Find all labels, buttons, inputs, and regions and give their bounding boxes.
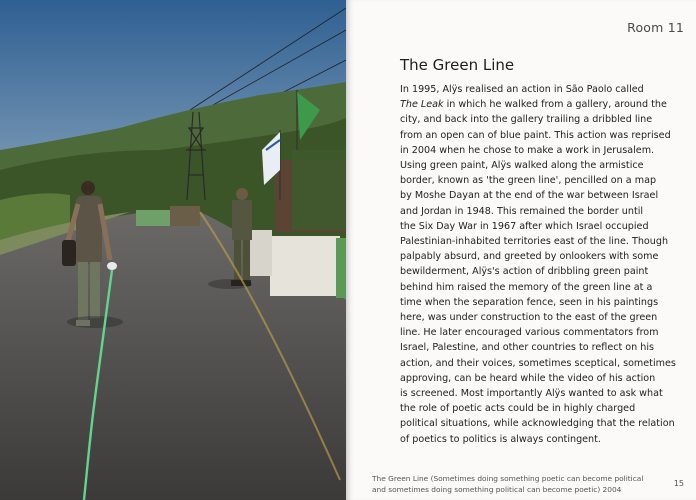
room-label: Room 11 <box>627 20 684 35</box>
photo-scene <box>0 0 346 500</box>
photo-caption <box>372 473 643 495</box>
body-line: palpably absurd, and greeted by onlookers with some <box>400 251 659 263</box>
green-barrier <box>136 210 170 226</box>
body-line: bewilderment, Alÿs's action of dribbling green paint <box>400 266 649 278</box>
photograph <box>0 0 346 500</box>
concrete-block-small <box>250 230 272 276</box>
caption-line: and sometimes doing something political can become poetic) 2004 <box>372 485 622 494</box>
body-line: the Six Day War in 1967 after which Israel occupied <box>400 220 649 232</box>
body-line: political situations, while acknowledging that the relation <box>400 418 675 430</box>
body-line: from an open can of blue paint. This action was reprised <box>400 129 671 141</box>
body-line: and Jordan in 1948. This remained the border until <box>400 205 644 217</box>
body-line: border, known as 'the green line', pencilled on a map <box>400 175 657 187</box>
body-line: behind him raised the memory of the green line at a <box>400 281 653 293</box>
body-line: here, was under construction to the east of the green <box>400 312 658 324</box>
body-text <box>400 82 676 447</box>
body-line: in 2004 when he chose to make a work in Jerusalem. <box>400 144 655 156</box>
body-line: approving, can be heard while the video of his action <box>400 372 656 384</box>
page-number: 15 <box>673 479 684 488</box>
body-line: of poetics to politics is always contingent. <box>400 433 601 445</box>
body-line: is screened. Most importantly Alÿs wanted to ask what <box>400 388 663 400</box>
body-line <box>400 97 667 112</box>
body-line: In 1995, Alÿs realised an action in São Paolo called <box>400 84 644 95</box>
concrete-block <box>270 236 340 296</box>
body-line-rest: in which he walked from a gallery, around the <box>443 99 667 111</box>
body-line: the role of poetic acts could be in highly charged <box>400 403 636 415</box>
body-line: time when the separation fence, seen in his paintings <box>400 296 659 308</box>
body-line: line. He later encouraged various commentators from <box>400 327 659 339</box>
painted-block <box>336 238 346 298</box>
booth-foliage <box>292 150 346 230</box>
text-page <box>346 0 696 500</box>
body-line: Palestinian-inhabited territories east of the line. Though <box>400 236 669 248</box>
italic-title: The Leak <box>400 99 444 111</box>
military-vehicle <box>170 206 200 226</box>
body-line: Using green paint, Alÿs walked along the armistice <box>400 160 644 172</box>
caption-line: The Green Line (Sometimes doing something poetic can become political <box>372 474 644 483</box>
body-line: by Moshe Dayan at the end of the war between Israel <box>400 190 659 202</box>
body-line: Israel, Palestine, and other countries to reflect on his <box>400 342 655 354</box>
body-line: action, and their voices, sometimes sceptical, sometimes <box>400 357 676 369</box>
page-title: The Green Line <box>400 56 515 74</box>
body-line: city, and back into the gallery trailing a dribbled line <box>400 114 653 126</box>
